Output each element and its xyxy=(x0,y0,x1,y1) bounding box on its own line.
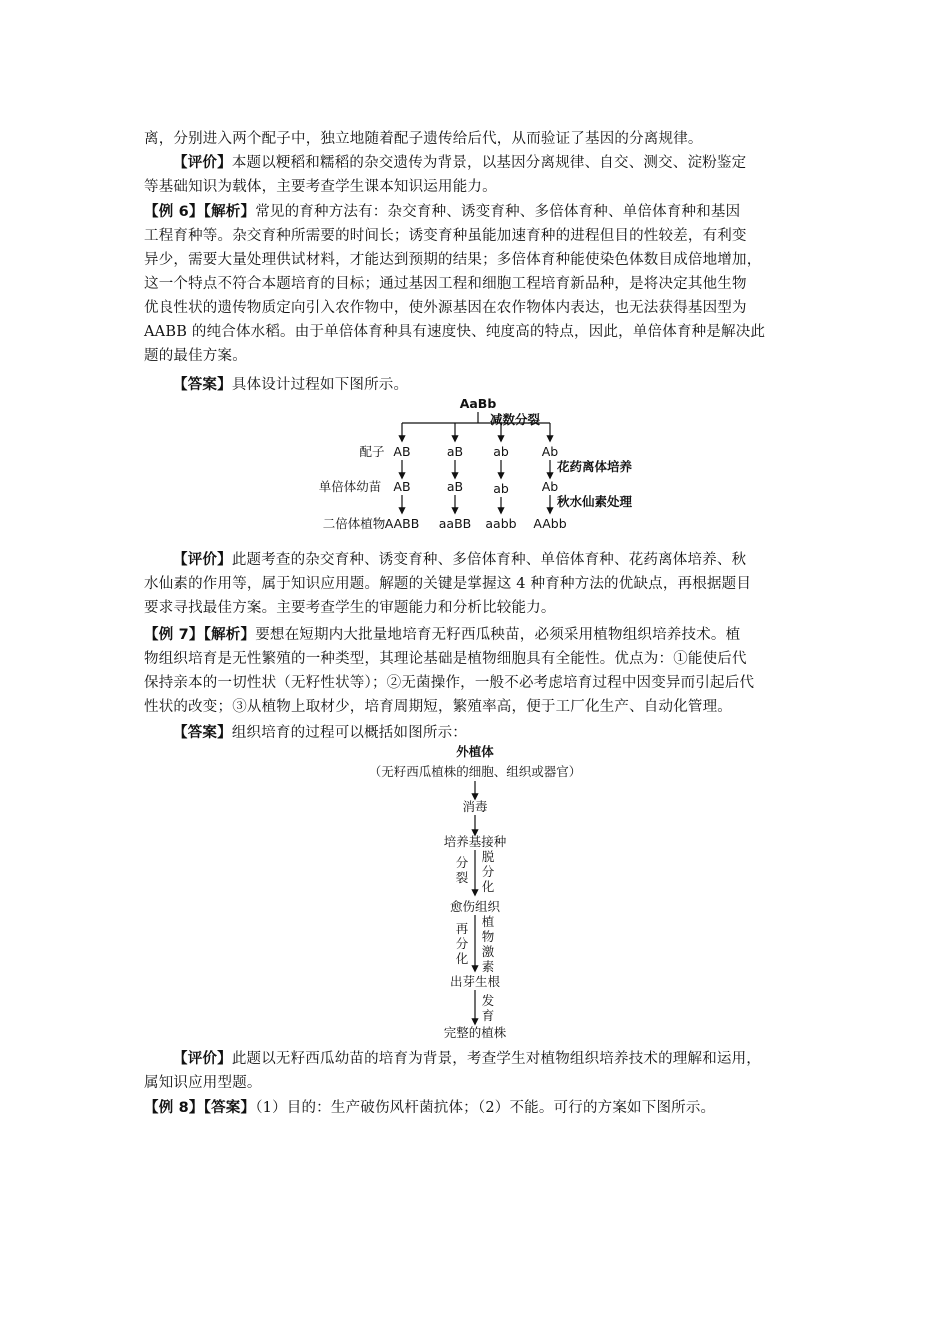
text-line: 题的最佳方案。 xyxy=(144,348,247,364)
dedifferentiation-char: 分 xyxy=(481,864,495,879)
paragraph-example-8 xyxy=(144,1096,812,1120)
inoculation-label: 培养基接种 xyxy=(443,834,507,849)
text-line: 等基础知识为载体，主要考查学生课本知识运用能力。 xyxy=(144,179,497,195)
paragraph-example-6 xyxy=(144,200,812,368)
diploid-AABB: AABB xyxy=(384,516,420,531)
answer-tag: 【答案】 xyxy=(173,725,232,741)
meiosis-label: 减数分裂 xyxy=(490,412,541,427)
answer-tag: 【答案】 xyxy=(203,1100,256,1116)
gamete-ab: ab xyxy=(493,444,509,459)
complete-plant-label: 完整的植株 xyxy=(443,1025,507,1040)
text-line: 此题以无籽西瓜幼苗的培育为背景，考查学生对植物组织培养技术的理解和运用， xyxy=(231,1051,762,1067)
redifferentiation-char: 分 xyxy=(455,936,469,951)
paragraph-continuation xyxy=(144,127,812,151)
evaluation-tag: 【评价】 xyxy=(173,1051,232,1067)
diploid-row-label: 二倍体植物 xyxy=(322,516,386,531)
sterilize-label: 消毒 xyxy=(462,799,488,814)
text-line: （1）目的：生产破伤风杆菌抗体；（2）不能。可行的方案如下图所示。 xyxy=(255,1100,716,1116)
tissue-culture-flow-diagram xyxy=(350,743,600,1043)
answer-tag: 【答案】 xyxy=(173,377,232,393)
text-line: AABB 的纯合体水稻。由于单倍体育种具有速度快、纯度高的特点，因此，单倍体育种是解决此 xyxy=(144,324,766,340)
example-tag: 【例 8】 xyxy=(144,1100,204,1116)
paragraph-evaluation-2 xyxy=(144,548,812,620)
development-char: 育 xyxy=(481,1008,495,1023)
text-line: 要求寻找最佳方案。主要考查学生的审题能力和分析比较能力。 xyxy=(144,600,556,616)
sprout-rooting-label: 出芽生根 xyxy=(449,974,501,989)
paragraph-answer-7 xyxy=(144,721,812,745)
evaluation-tag: 【评价】 xyxy=(173,155,232,171)
example-tag: 【例 7】 xyxy=(144,627,204,643)
development-char: 发 xyxy=(481,993,495,1008)
text-line: 性状的改变；③从植物上取材少，培育周期短，繁殖率高，便于工厂化生产、自动化管理。 xyxy=(144,699,732,715)
plant-hormone-char: 激 xyxy=(481,944,495,959)
diploid-aaBB: aaBB xyxy=(438,516,472,531)
gamete-AB: AB xyxy=(393,444,411,459)
text-line: 这一个特点不符合本题培育的目标；通过基因工程和细胞工程培育新品种，是将决定其他生物 xyxy=(144,276,747,292)
text-line: 属知识应用型题。 xyxy=(144,1075,262,1091)
haploid-ab: ab xyxy=(493,481,509,496)
evaluation-tag: 【评价】 xyxy=(173,552,232,568)
plant-hormone-char: 植 xyxy=(481,914,495,929)
text-line: 此题考查的杂交育种、诱变育种、多倍体育种、单倍体育种、花药离体培养、秋 xyxy=(231,552,747,568)
haploid-row-label: 单倍体幼苗 xyxy=(318,479,382,494)
redifferentiation-char: 再 xyxy=(455,921,469,936)
haploid-breeding-diagram xyxy=(300,392,660,537)
paragraph-evaluation-3 xyxy=(144,1047,812,1095)
text-line: 组织培育的过程可以概括如图所示： xyxy=(231,725,468,741)
anther-culture-label: 花药离体培养 xyxy=(557,459,633,474)
text-line: 离，分别进入两个配子中，独立地随着配子遗传给后代，从而验证了基因的分离规律。 xyxy=(144,131,703,147)
example-tag: 【例 6】 xyxy=(144,204,204,220)
text-line: 要想在短期内大批量地培育无籽西瓜秧苗，必须采用植物组织培养技术。植 xyxy=(255,627,741,643)
callus-label: 愈伤组织 xyxy=(449,899,501,914)
explant-description: （无籽西瓜植株的细胞、组织或器官） xyxy=(368,764,582,779)
text-line: 保持亲本的一切性状（无籽性状等）；②无菌操作，一般不必考虑培育过程中因变异而引起后代 xyxy=(144,675,755,691)
division-char: 裂 xyxy=(455,870,469,885)
diploid-aabb: aabb xyxy=(485,516,517,531)
text-line: 优良性状的遗传物质定向引入农作物中，使外源基因在农作物体内表达，也无法获得基因型为 xyxy=(144,300,747,316)
gamete-row-label: 配子 xyxy=(359,444,385,459)
gamete-aB: aB xyxy=(446,444,464,459)
dedifferentiation-char: 脱 xyxy=(481,849,495,864)
paragraph-evaluation-1 xyxy=(144,151,812,199)
haploid-AB: AB xyxy=(393,479,411,494)
text-line: 异少，需要大量处理供试材料，才能达到预期的结果；多倍体育种能使染色体数目成倍地增加， xyxy=(144,252,762,268)
dedifferentiation-char: 化 xyxy=(481,879,495,894)
analysis-tag: 【解析】 xyxy=(203,627,256,643)
text-line: 常见的育种方法有：杂交育种、诱变育种、多倍体育种、单倍体育种和基因 xyxy=(255,204,741,220)
redifferentiation-char: 化 xyxy=(455,951,469,966)
analysis-tag: 【解析】 xyxy=(203,204,256,220)
colchicine-label: 秋水仙素处理 xyxy=(557,494,633,509)
text-line: 物组织培育是无性繁殖的一种类型，其理论基础是植物细胞具有全能性。优点为：①能使后代 xyxy=(144,651,747,667)
haploid-aB: aB xyxy=(446,479,464,494)
text-line: 水仙素的作用等，属于知识应用题。解题的关键是掌握这 4 种育种方法的优缺点，再根据题目 xyxy=(144,576,752,592)
text-line: 具体设计过程如下图所示。 xyxy=(231,377,409,393)
plant-hormone-char: 物 xyxy=(481,929,495,944)
paragraph-example-7 xyxy=(144,623,812,719)
gamete-Ab: Ab xyxy=(541,444,559,459)
text-line: 工程育种等。杂交育种所需要的时间长；诱变育种虽能加速育种的进程但目的性较差，有利变 xyxy=(144,228,747,244)
diploid-AAbb: AAbb xyxy=(533,516,567,531)
division-char: 分 xyxy=(455,855,469,870)
plant-hormone-char: 素 xyxy=(481,959,495,974)
explant-label: 外植体 xyxy=(456,744,494,759)
text-line: 本题以粳稻和糯稻的杂交遗传为背景，以基因分离规律、自交、测交、淀粉鉴定 xyxy=(231,155,747,171)
parent-genotype: AaBb xyxy=(459,396,497,411)
haploid-Ab: Ab xyxy=(541,479,559,494)
